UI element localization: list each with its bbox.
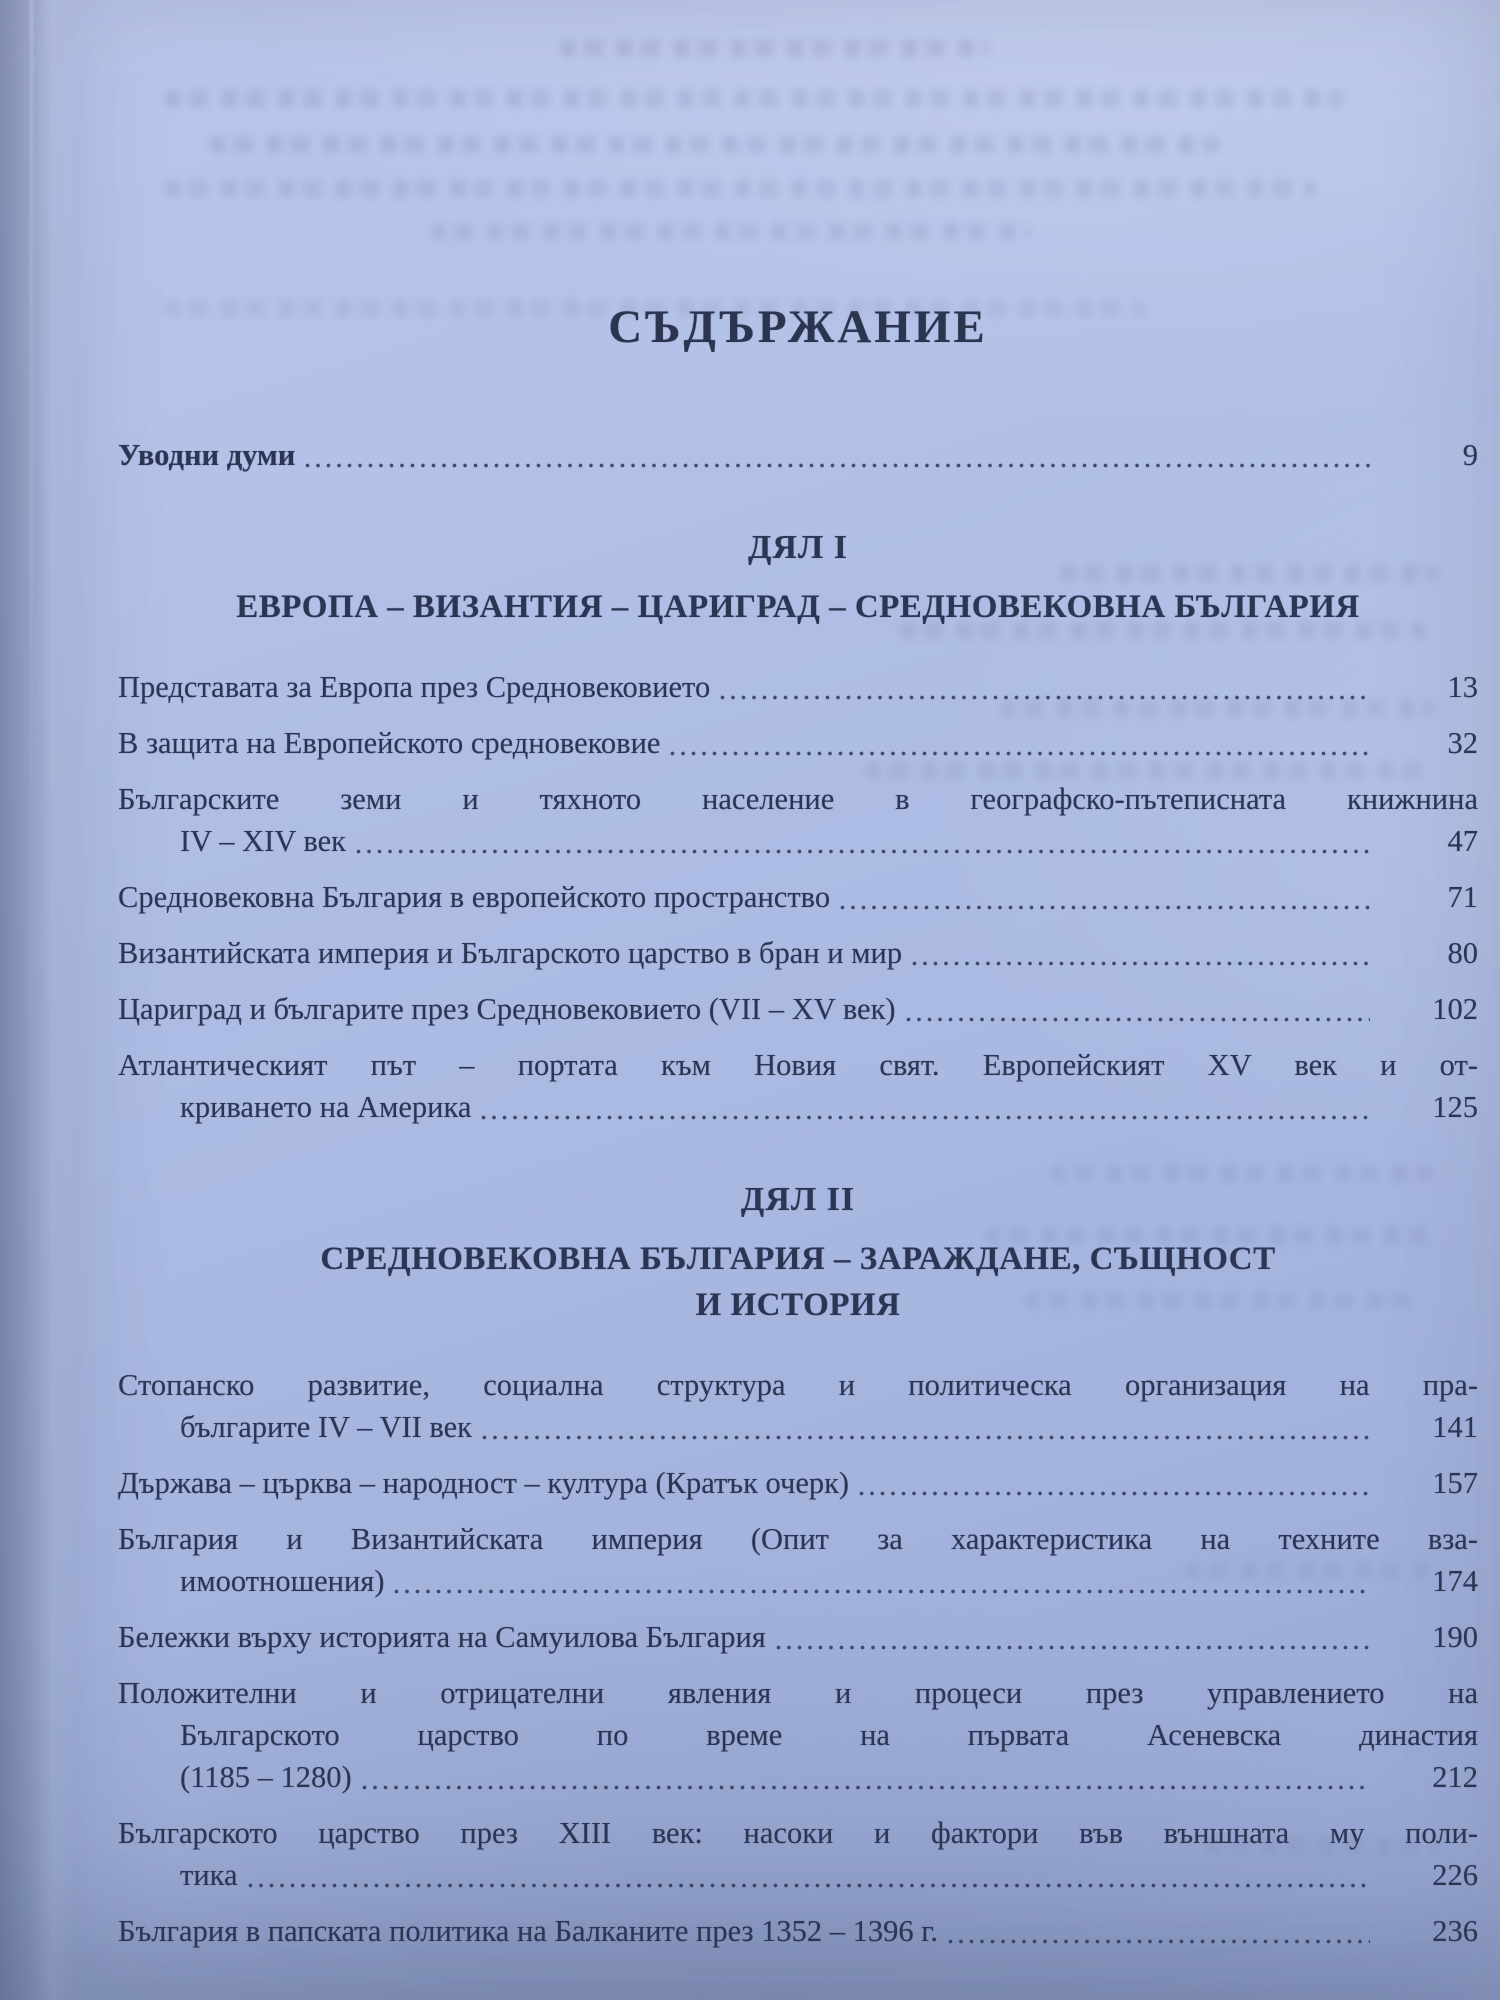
- page-title: СЪДЪРЖАНИЕ: [608, 301, 988, 353]
- section-heading-line: И ИСТОРИЯ: [695, 1287, 901, 1323]
- entry-text-line: Положителни и отрицателни явления и процеси през управлението на: [118, 1676, 1478, 1710]
- dot-leader: [305, 434, 1370, 476]
- toc-entry: [118, 1462, 1478, 1504]
- dot-leader: [481, 1086, 1370, 1128]
- page-number: 212: [1432, 1760, 1478, 1794]
- page-number: 125: [1432, 1090, 1478, 1124]
- dot-leader: [394, 1560, 1370, 1602]
- page-curl-shadow: [0, 0, 90, 2000]
- toc-entry: [118, 1672, 1478, 1798]
- dot-leader: [362, 1756, 1370, 1798]
- section-heading: [118, 584, 1478, 630]
- dot-leader: [906, 988, 1370, 1030]
- dot-leader: [482, 1406, 1370, 1448]
- dot-leader: [720, 666, 1370, 708]
- page-number: 226: [1432, 1858, 1478, 1892]
- toc-entry: [118, 1812, 1478, 1896]
- entry-text-line: имоотношения): [180, 1564, 385, 1598]
- page-number: 141: [1432, 1410, 1478, 1444]
- section-kicker: ДЯЛ II: [740, 1181, 856, 1218]
- page-number: 32: [1447, 726, 1478, 760]
- toc-entry-row: [118, 876, 1478, 918]
- toc-entry-row: [118, 1910, 1478, 1952]
- toc-entry-row: [180, 1086, 1478, 1128]
- entry-text-line: Цариград и българите през Средновековието (VII – XV век): [118, 992, 896, 1026]
- entry-text-line: България в папската политика на Балканите през 1352 – 1396 г.: [118, 1914, 939, 1948]
- entry-text-line: Средновековна България в европейското пространство: [118, 880, 831, 914]
- entry-text-line: Представата за Европа през Средновековието: [118, 670, 711, 704]
- toc-section: [118, 1178, 1478, 1952]
- toc-entry-row: [118, 932, 1478, 974]
- toc-entry: [118, 876, 1478, 918]
- toc-entry: [118, 722, 1478, 764]
- page-number: 102: [1432, 992, 1478, 1026]
- toc-entry: [118, 1044, 1478, 1128]
- entry-text-line: Стопанско развитие, социална структура и политическа организация на пра-: [118, 1368, 1478, 1402]
- page-number: 47: [1447, 824, 1478, 858]
- page-number: 174: [1432, 1564, 1478, 1598]
- section-kicker: ДЯЛ I: [747, 529, 848, 566]
- toc-entry-row: [180, 1756, 1478, 1798]
- toc-entry-row: [180, 1560, 1478, 1602]
- section-heading: [118, 1236, 1478, 1328]
- entry-text-line: Византийската империя и Българското царство в бран и мир: [118, 936, 903, 970]
- entry-text-line: криването на Америка: [180, 1090, 472, 1124]
- toc-entry-row: [118, 1616, 1478, 1658]
- entry-text-line: българите IV – VII век: [180, 1410, 472, 1444]
- section-entries: [118, 1364, 1478, 1952]
- toc-sections: [118, 526, 1478, 1952]
- toc-entry-row: [180, 1854, 1478, 1896]
- page-number: 190: [1432, 1620, 1478, 1654]
- entry-text-line: Българското царство по време на първата Асеневска династия: [180, 1718, 1478, 1752]
- toc-entry-row: [118, 1462, 1478, 1504]
- toc-entry: [118, 666, 1478, 708]
- section-entries: [118, 666, 1478, 1128]
- entry-text-line: IV – XIV век: [180, 824, 346, 858]
- entry-text-line: Държава – църква – народност – култура (Кратък очерк): [118, 1466, 850, 1500]
- toc-entry-row: [118, 666, 1478, 708]
- toc-entry: [118, 778, 1478, 862]
- dot-leader: [840, 876, 1370, 918]
- section-heading-line: СРЕДНОВЕКОВНА БЪЛГАРИЯ – ЗАРАЖДАНЕ, СЪЩНОСТ: [320, 1241, 1276, 1277]
- section-heading-line: ЕВРОПА – ВИЗАНТИЯ – ЦАРИГРАД – СРЕДНОВЕКОВНА БЪЛГАРИЯ: [236, 589, 1360, 625]
- dot-leader: [670, 722, 1370, 764]
- dot-leader: [248, 1854, 1370, 1896]
- toc-entry: [118, 1518, 1478, 1602]
- dot-leader: [356, 820, 1370, 862]
- entry-text-line: (1185 – 1280): [180, 1760, 352, 1794]
- entry-text-line: България и Византийската империя (Опит за характеристика на техните вза-: [118, 1522, 1478, 1556]
- page-number: 157: [1432, 1466, 1478, 1500]
- table-of-contents: [118, 0, 1478, 1966]
- toc-entry: [118, 988, 1478, 1030]
- toc-entry: [118, 1910, 1478, 1952]
- dot-leader: [912, 932, 1370, 974]
- page-number: 80: [1447, 936, 1478, 970]
- toc-entry: [118, 932, 1478, 974]
- dot-leader: [859, 1462, 1370, 1504]
- toc-entry-row: [118, 722, 1478, 764]
- dot-leader: [948, 1910, 1370, 1952]
- toc-entry: [118, 1364, 1478, 1448]
- page-number: 71: [1447, 880, 1478, 914]
- toc-entry-row: [118, 988, 1478, 1030]
- toc-entry: [118, 1616, 1478, 1658]
- toc-section: [118, 526, 1478, 1128]
- entry-text-line: Българското царство през XIII век: насоки и фактори във външната му поли-: [118, 1816, 1478, 1850]
- toc-entry-row: [180, 820, 1478, 862]
- page-number: 13: [1447, 670, 1478, 704]
- entry-text-line: Уводни думи: [118, 438, 296, 472]
- dot-leader: [776, 1616, 1370, 1658]
- page-number: 236: [1432, 1914, 1478, 1948]
- entry-text-line: В защита на Европейското средновековие: [118, 726, 661, 760]
- toc-entry-row: [180, 1406, 1478, 1448]
- page-number: 9: [1462, 438, 1478, 472]
- entry-text-line: Бележки върху историята на Самуилова България: [118, 1620, 766, 1654]
- entry-text-line: Българските земи и тяхното население в географско-пътеписната книжнина: [118, 782, 1478, 816]
- entry-text-line: тика: [180, 1858, 238, 1892]
- entry-text-line: Атлантическият път – портата към Новия свят. Европейският XV век и от-: [118, 1048, 1478, 1082]
- toc-entry-front-matter: [118, 434, 1478, 476]
- page-crease: [30, 0, 33, 2000]
